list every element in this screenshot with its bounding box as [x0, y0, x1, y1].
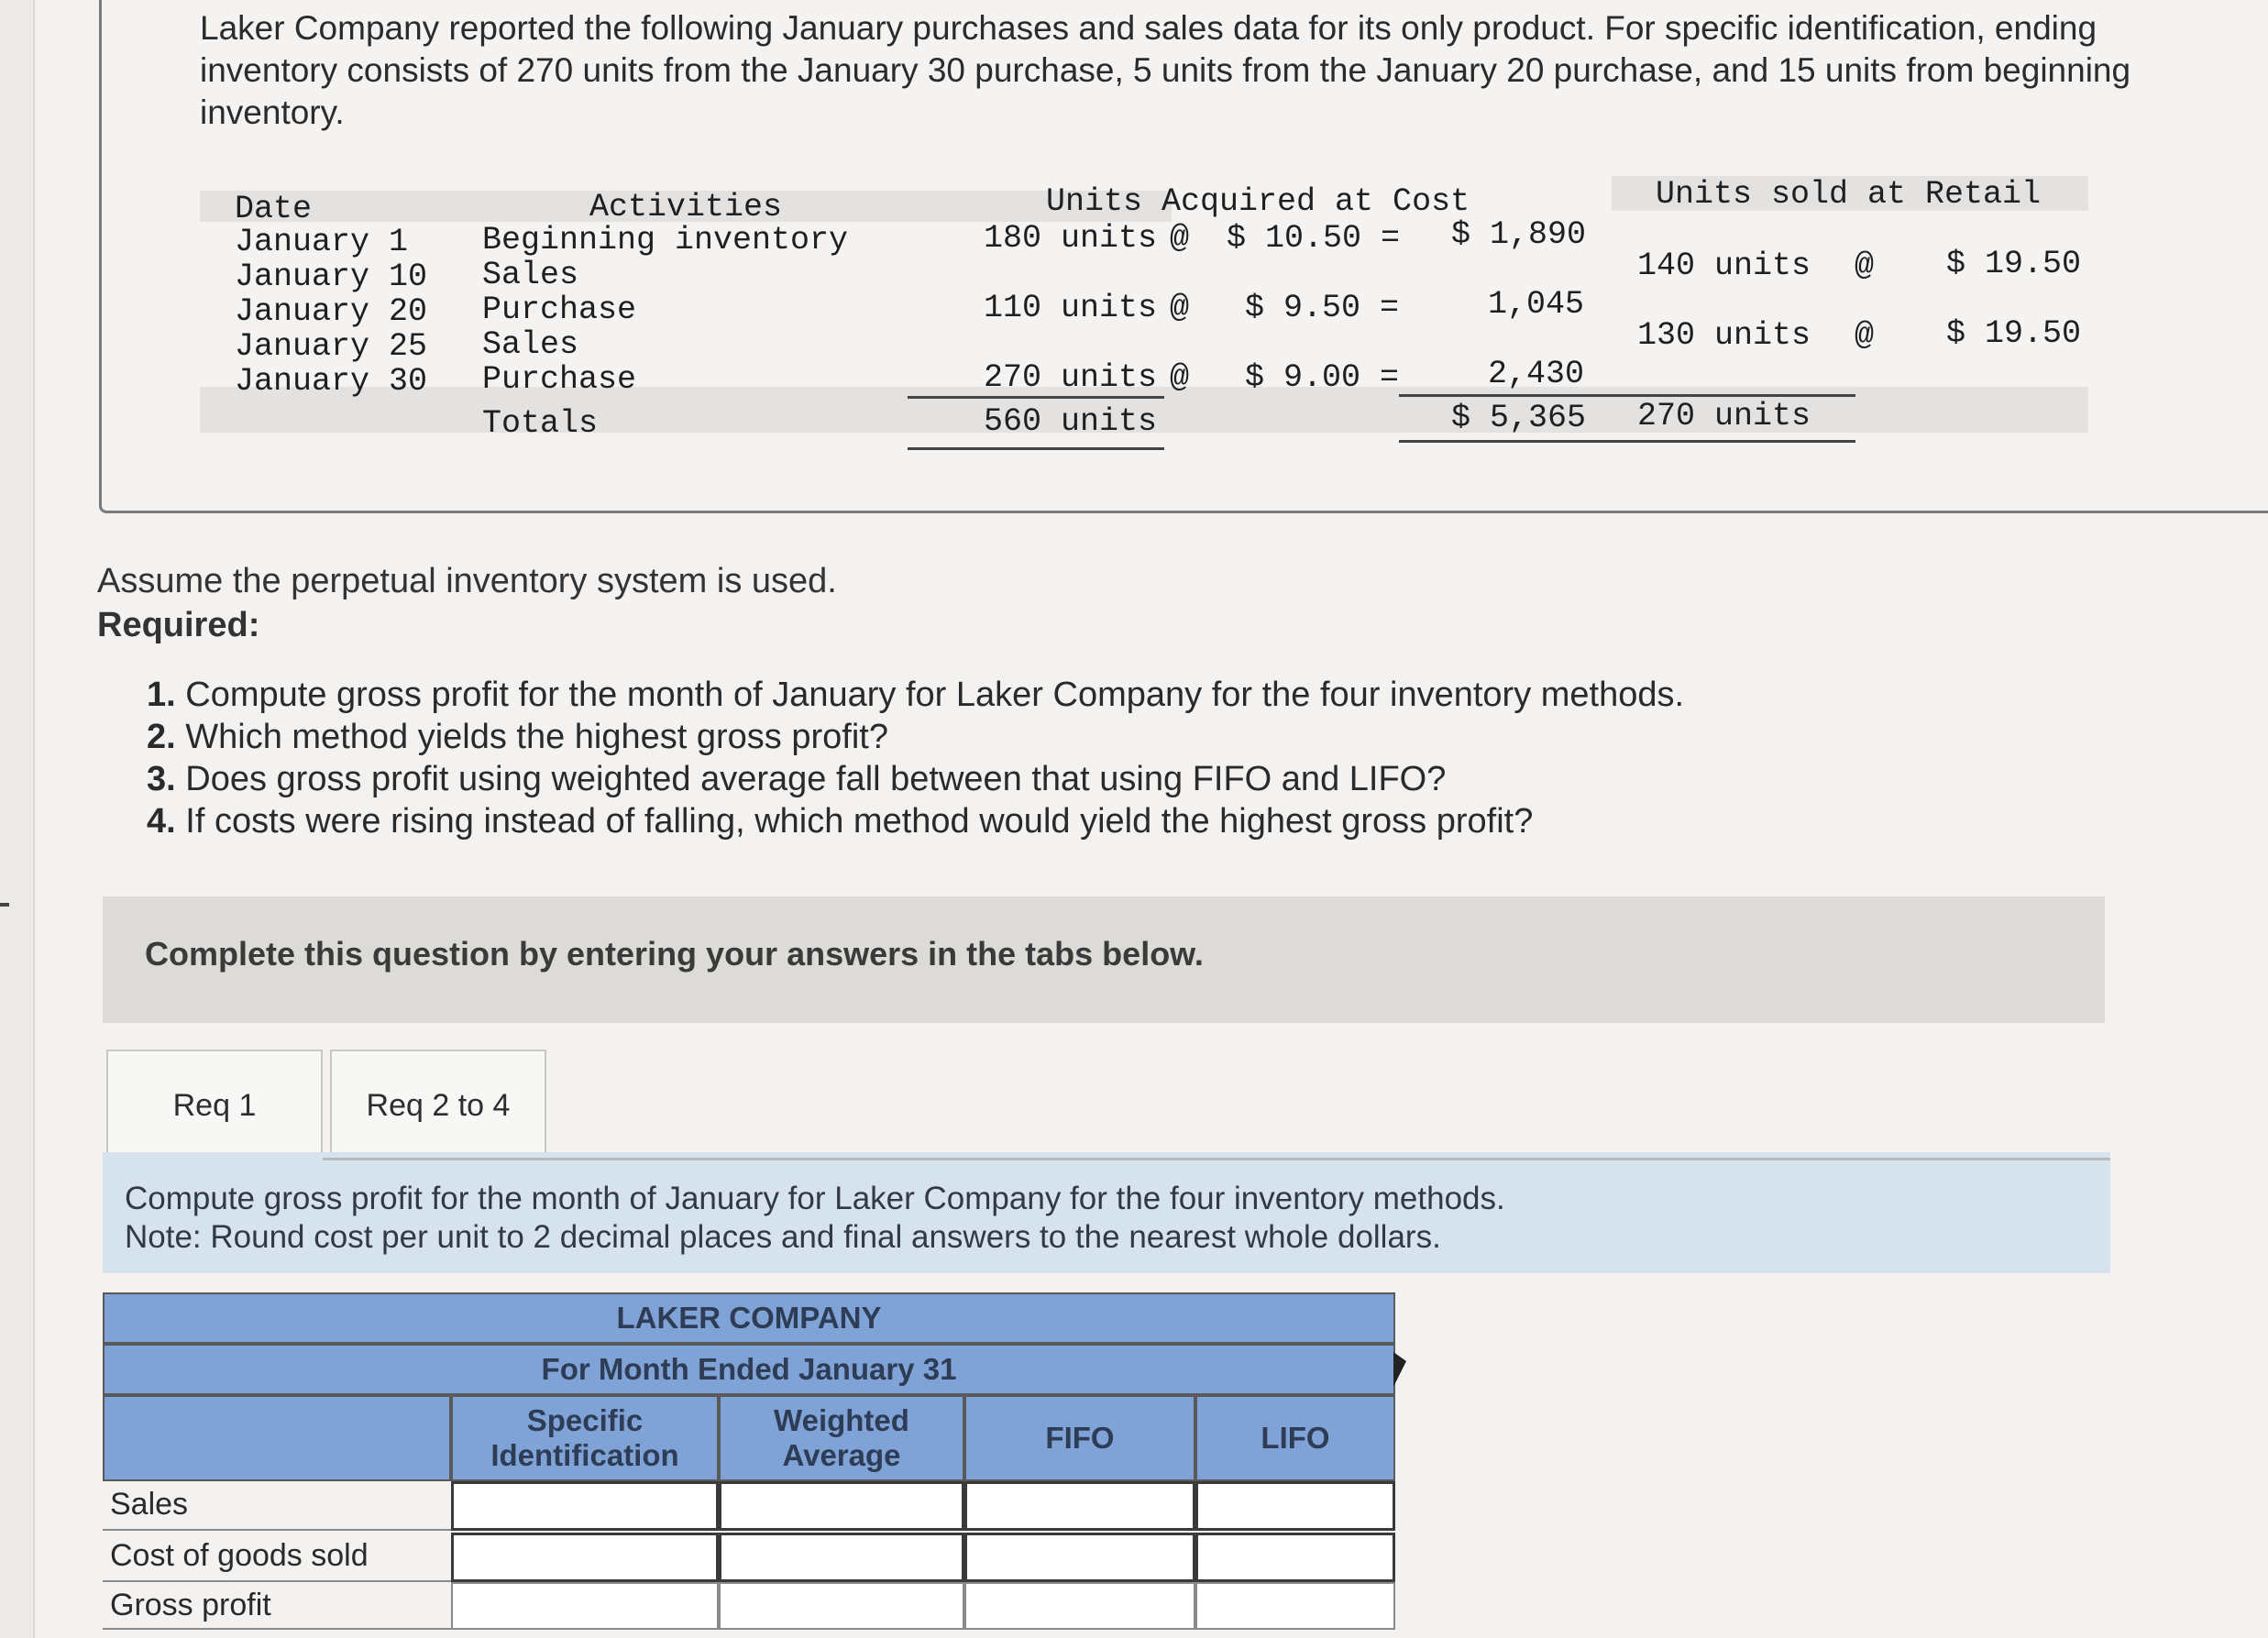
row-units: 270 units [984, 359, 1158, 396]
row-cost: $ 9.50 = [1245, 290, 1400, 326]
answer-table [103, 1292, 1395, 1632]
row-cost: $ 9.00 = [1245, 359, 1400, 396]
instructions-banner [103, 896, 2105, 1023]
col-header-text: LIFO [1261, 1421, 1330, 1455]
row-activity: Sales [482, 326, 579, 363]
row-at: @ [1170, 290, 1190, 326]
row-date: January 30 [235, 363, 428, 400]
units-subtotal-line [908, 396, 1164, 399]
question-item: 4. If costs were rising instead of falling, which method would yield the highest gross profit? [147, 802, 1534, 841]
row-sold-price: $ 19.50 [1946, 246, 2082, 282]
row-sold-price: $ 19.50 [1946, 315, 2082, 352]
units-total-line [908, 447, 1164, 450]
row-sold-units: 130 units [1637, 317, 1811, 354]
col-header-acquired: Units Acquired at Cost [1046, 183, 1470, 220]
question-list [147, 674, 2072, 842]
question-item: 2. Which method yields the highest gross profit? [147, 718, 888, 756]
totals-units: 560 units [984, 403, 1158, 440]
row-total: $ 1,890 [1451, 216, 1587, 253]
instruction-panel [103, 1152, 2110, 1273]
row-date: January 10 [235, 258, 428, 295]
tab-req-2-to-4[interactable] [330, 1050, 546, 1160]
row-activity: Purchase [482, 291, 637, 328]
row-units: 110 units [984, 290, 1158, 326]
tab-bar-line [323, 1158, 2110, 1160]
row-units: 180 units [984, 220, 1158, 257]
cogs-specific-input[interactable] [451, 1533, 719, 1582]
sales-weighted-input[interactable] [719, 1481, 964, 1531]
total-subtotal-line [1399, 394, 1855, 397]
problem-intro: Laker Company reported the following January purchases and sales data for its only product. For specific identification, ending inventory consists of 270 units from the January 30 purchase, 5 units from the January 20 purchase, and 15 units from beginning inventory. [200, 9, 2131, 131]
row-sold-at: @ [1855, 247, 1875, 284]
instruction-text: Compute gross profit for the month of January for Laker Company for the four inventory methods. Note: Round cost per unit to 2 decimal places and final answers to the nearest whole dollars. [125, 1181, 1505, 1255]
tab-label: Req 2 to 4 [366, 1087, 511, 1123]
row-total: 2,430 [1488, 356, 1585, 392]
gross-profit-fifo-cell [964, 1582, 1195, 1630]
company-name: LAKER COMPANY [616, 1301, 882, 1335]
label-column-header [103, 1395, 451, 1481]
row-label-gross-profit: Gross profit [110, 1588, 271, 1622]
totals-sold-units: 270 units [1637, 398, 1811, 434]
row-activity: Purchase [482, 361, 637, 398]
period-label: For Month Ended January 31 [541, 1352, 957, 1386]
col-header-activities: Activities [589, 189, 783, 225]
row-cost: $ 10.50 = [1227, 220, 1401, 257]
cogs-weighted-input[interactable] [719, 1533, 964, 1582]
row-total: 1,045 [1488, 286, 1585, 323]
gross-profit-lifo-cell [1195, 1582, 1395, 1630]
totals-label: Totals [482, 405, 599, 442]
col-header-text: Specific Identification [490, 1403, 679, 1472]
row-at: @ [1170, 359, 1190, 396]
row-label-sales: Sales [110, 1487, 189, 1522]
sales-specific-input[interactable] [451, 1481, 719, 1531]
row-date: January 1 [235, 224, 409, 260]
sales-fifo-input[interactable] [964, 1481, 1195, 1531]
cogs-fifo-input[interactable] [964, 1533, 1195, 1582]
assumption-block [97, 559, 837, 647]
col-header-text: FIFO [1045, 1421, 1115, 1455]
mouse-pointer-icon [1393, 1352, 1406, 1387]
question-item: 1. Compute gross profit for the month of January for Laker Company for the four inventory methods. [147, 676, 1685, 714]
totals-amount: $ 5,365 [1451, 400, 1587, 436]
row-label-cogs: Cost of goods sold [110, 1538, 369, 1573]
required-heading: Required: [97, 606, 260, 644]
row-activity: Sales [482, 257, 579, 293]
total-total-line [1399, 440, 1855, 443]
row-date: January 25 [235, 328, 428, 365]
gross-profit-specific-cell [451, 1582, 719, 1630]
cogs-lifo-input[interactable] [1195, 1533, 1395, 1582]
banner-text: Complete this question by entering your answers in the tabs below. [145, 935, 1204, 973]
sales-lifo-input[interactable] [1195, 1481, 1395, 1531]
assumption-text: Assume the perpetual inventory system is used. [97, 562, 837, 600]
row-date: January 20 [235, 293, 428, 330]
inventory-data-table [200, 174, 2088, 458]
row-at: @ [1170, 220, 1190, 257]
row-activity: Beginning inventory [482, 222, 849, 258]
row-sold-units: 140 units [1637, 247, 1811, 284]
question-item: 3. Does gross profit using weighted average fall between that using FIFO and LIFO? [147, 760, 1447, 798]
col-header-date: Date [235, 191, 313, 227]
gross-profit-weighted-cell [719, 1582, 964, 1630]
tab-req-1[interactable] [106, 1050, 323, 1160]
left-edge-strip [0, 0, 35, 1638]
col-header-sold: Units sold at Retail [1656, 176, 2042, 213]
tab-label: Req 1 [172, 1087, 257, 1123]
col-header-text: Weighted Average [774, 1403, 909, 1472]
row-sold-at: @ [1855, 317, 1875, 354]
edge-mark [0, 903, 9, 907]
